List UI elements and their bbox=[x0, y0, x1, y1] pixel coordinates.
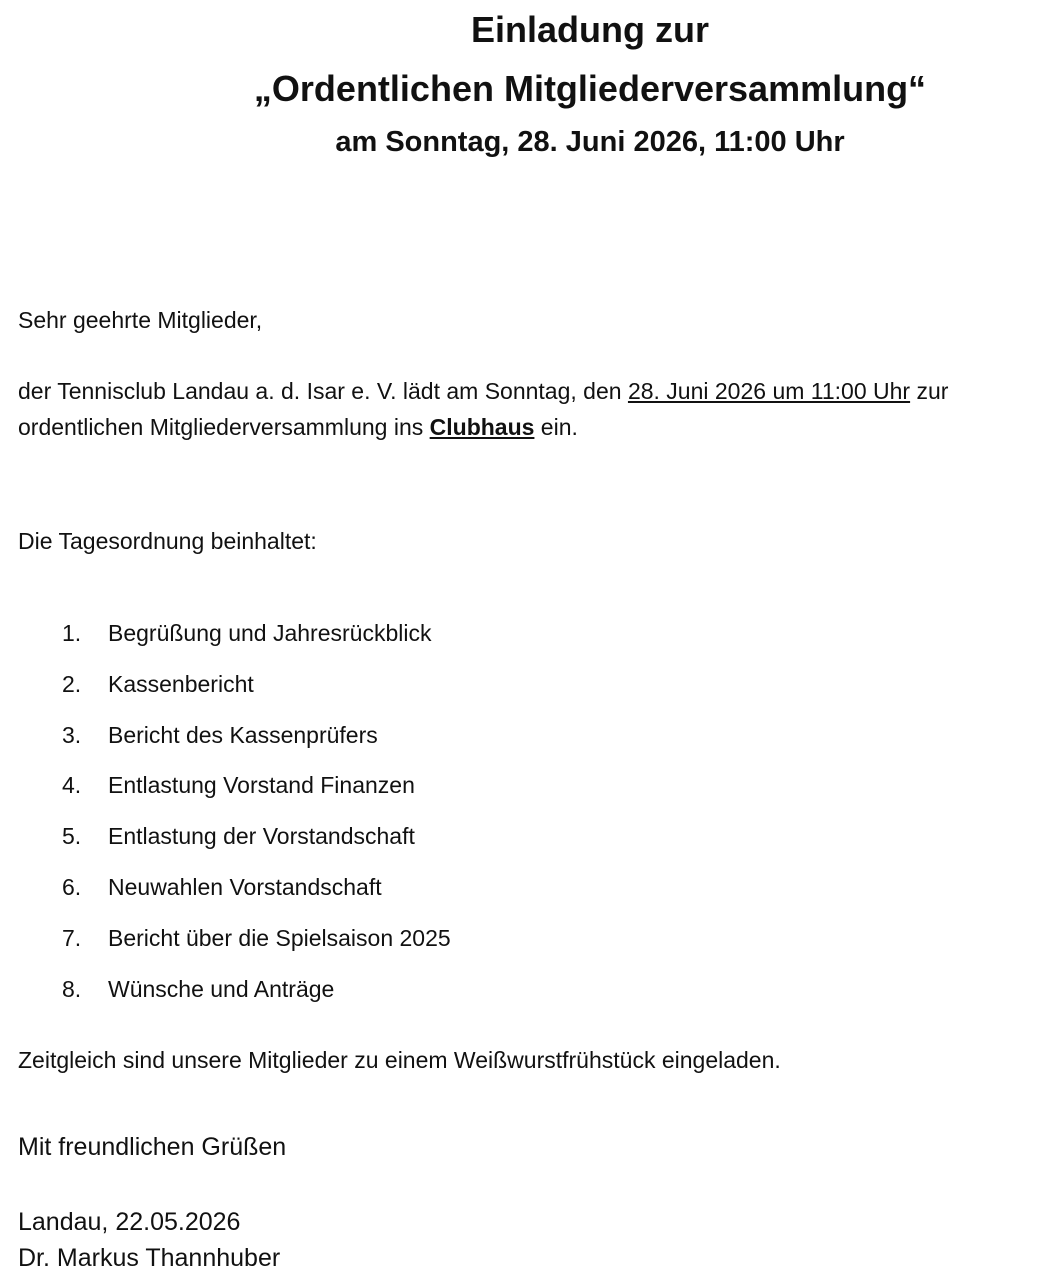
meeting-date-heading: am Sonntag, 28. Juni 2026, 11:00 Uhr bbox=[335, 126, 845, 158]
agenda-item-label: Entlastung Vorstand Finanzen bbox=[108, 772, 415, 799]
agenda-intro: Die Tagesordnung beinhaltet: bbox=[18, 528, 317, 554]
agenda-item-number: 6. bbox=[62, 873, 82, 900]
agenda-item-number: 4. bbox=[62, 772, 82, 799]
closing-note: Zeitgleich sind unsere Mitglieder zu einem Weißwurstfrühstück eingeladen. bbox=[18, 1047, 781, 1073]
agenda-item-number: 2. bbox=[62, 670, 82, 697]
agenda-item-label: Bericht des Kassenprüfers bbox=[108, 721, 378, 748]
closing-greeting: Mit freundlichen Grüßen bbox=[18, 1133, 287, 1161]
meeting-name: „Ordentlichen Mitgliederversammlung“ bbox=[253, 68, 927, 109]
agenda-item-number: 1. bbox=[62, 620, 82, 646]
agenda-item-number: 7. bbox=[62, 924, 82, 951]
invitation-text-part1: der Tennisclub Landau a. d. Isar e. V. lädt am Sonntag, den bbox=[18, 378, 628, 404]
agenda-item-label: Neuwahlen Vorstandschaft bbox=[108, 873, 382, 900]
invitation-text-part3: ein. bbox=[534, 414, 578, 440]
agenda-item-label: Bericht über die Spielsaison 2025 bbox=[108, 924, 451, 951]
meeting-location: Clubhaus bbox=[429, 414, 535, 440]
agenda-item-number: 3. bbox=[62, 721, 82, 748]
agenda-item-number: 8. bbox=[62, 975, 82, 1002]
invitation-paragraph bbox=[18, 373, 1048, 445]
salutation: Sehr geehrte Mitglieder, bbox=[18, 307, 263, 333]
agenda-item-label: Kassenbericht bbox=[108, 670, 254, 697]
agenda-item-number: 5. bbox=[62, 823, 82, 850]
agenda-item-label: Entlastung der Vorstandschaft bbox=[108, 823, 415, 850]
document-title: Einladung zur bbox=[471, 9, 709, 50]
agenda-item-label: Begrüßung und Jahresrückblick bbox=[108, 620, 432, 646]
agenda-item-label: Wünsche und Anträge bbox=[108, 975, 335, 1002]
invitation-text-part2: zur ordentlichen Mitgliederversammlung ins bbox=[18, 378, 949, 440]
place-and-date: Landau, 22.05.2026 bbox=[18, 1208, 241, 1236]
meeting-date-time: 28. Juni 2026 um 11:00 Uhr bbox=[627, 378, 911, 404]
signer-name: Dr. Markus Thannhuber bbox=[18, 1244, 281, 1272]
